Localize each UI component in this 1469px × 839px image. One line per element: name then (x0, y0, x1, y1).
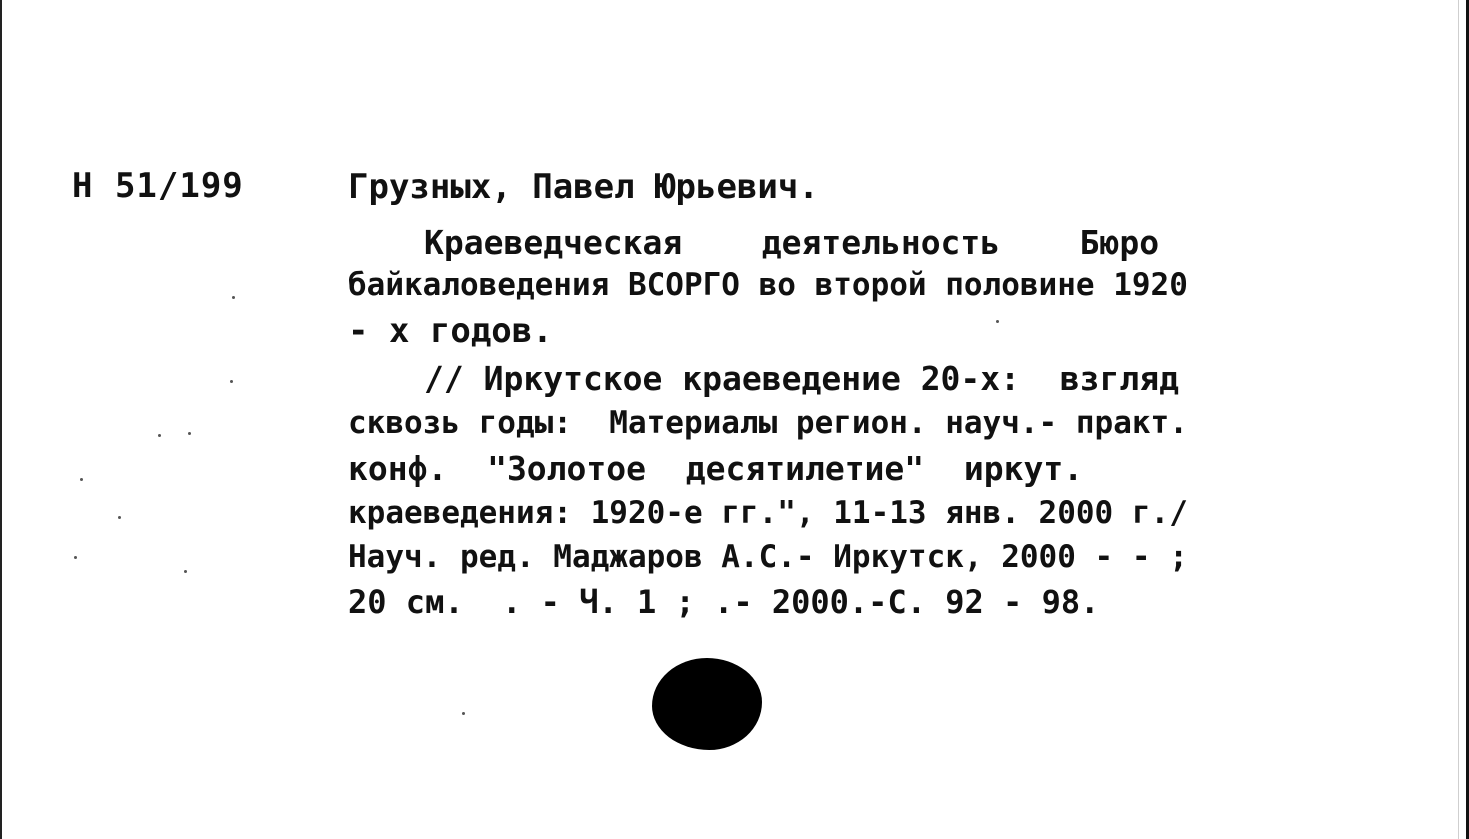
title-line-1: Краеведческая деятельность Бюро (424, 223, 1160, 262)
source-line-3: конф. "Золотое десятилетие" иркут. (348, 449, 1084, 488)
speck (158, 434, 161, 437)
speck (996, 320, 999, 323)
card-left-edge (0, 0, 2, 839)
speck (188, 432, 191, 435)
speck (118, 516, 121, 519)
speck (80, 478, 83, 481)
source-line-5: Науч. ред. Маджаров А.С.- Иркутск, 2000 - - ; (348, 539, 1188, 575)
speck (232, 296, 235, 299)
punch-hole (652, 658, 762, 750)
speck (74, 556, 77, 559)
shelfmark: Н 51/199 (72, 166, 244, 206)
speck (462, 712, 465, 715)
source-line-4: краеведения: 1920-е гг.", 11-13 янв. 2000 г./ (348, 495, 1188, 531)
speck (230, 380, 233, 383)
source-line-2: сквозь годы: Материалы регион. науч.- практ. (348, 405, 1188, 441)
card-right-border (1458, 0, 1459, 839)
source-line-6: 20 см. . - Ч. 1 ; .- 2000.-С. 92 - 98. (348, 583, 1100, 621)
author-line: Грузных, Павел Юрьевич. (348, 167, 819, 207)
title-line-2: байкаловедения ВСОРГО во второй половине 1920 (348, 267, 1188, 303)
source-line-1: // Иркутское краеведение 20-х: взгляд (424, 359, 1179, 398)
speck (184, 570, 187, 573)
title-line-3: - х годов. (348, 311, 553, 351)
